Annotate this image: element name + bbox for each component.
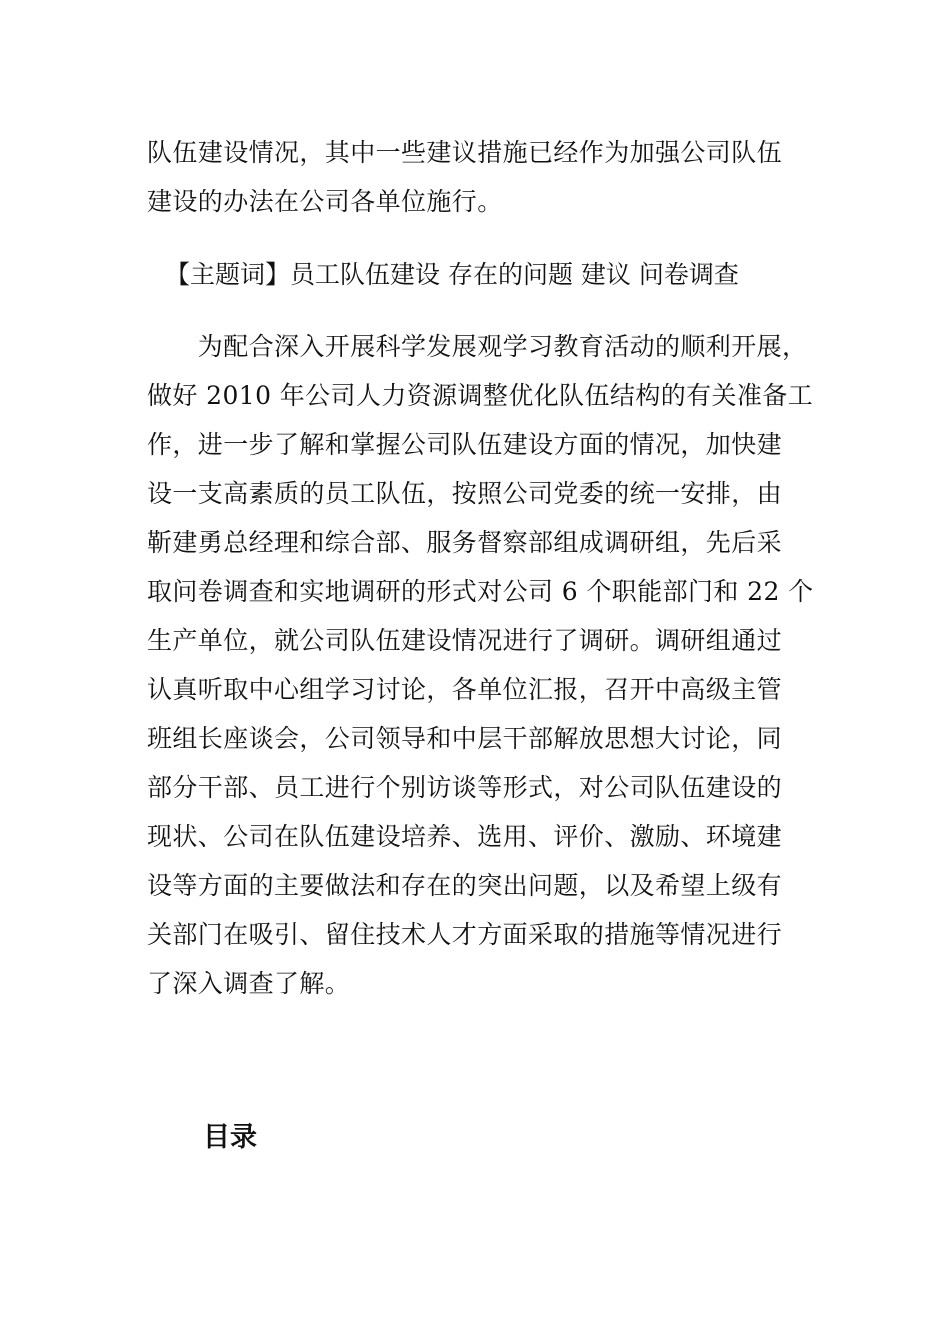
paragraph-line: 做好 2010 年公司人力资源调整优化队伍结构的有关准备工 xyxy=(147,381,814,410)
paragraph-line: 认真听取中心组学习讨论，各单位汇报，召开中高级主管 xyxy=(147,675,783,704)
keywords-line: 【主题词】员工队伍建设 存在的问题 建议 问卷调查 xyxy=(165,260,739,289)
paragraph-line: 为配合深入开展科学发展观学习教育活动的顺利开展， xyxy=(147,332,808,361)
paragraph-line: 关部门在吸引、留住技术人才方面采取的措施等情况进行 xyxy=(147,920,783,949)
abstract-line: 队伍建设情况，其中一些建议措施已经作为加强公司队伍 xyxy=(147,138,783,167)
paragraph-line: 了深入调查了解。 xyxy=(147,969,351,998)
paragraph-line: 设等方面的主要做法和存在的突出问题，以及希望上级有 xyxy=(147,871,783,900)
paragraph-line: 靳建勇总经理和综合部、服务督察部组成调研组，先后采 xyxy=(147,528,783,557)
paragraph-line: 取问卷调查和实地调研的形式对公司 6 个职能部门和 22 个 xyxy=(147,577,814,606)
abstract-line: 建设的办法在公司各单位施行。 xyxy=(147,187,503,216)
paragraph-line: 作，进一步了解和掌握公司队伍建设方面的情况，加快建 xyxy=(147,430,783,459)
toc-heading: 目录 xyxy=(203,1122,257,1153)
paragraph-line: 现状、公司在队伍建设培养、选用、评价、激励、环境建 xyxy=(147,822,783,851)
intro-paragraph xyxy=(147,322,815,1008)
abstract-continuation xyxy=(147,128,815,226)
paragraph-line: 设一支高素质的员工队伍，按照公司党委的统一安排，由 xyxy=(147,479,783,508)
paragraph-line: 班组长座谈会，公司领导和中层干部解放思想大讨论，同 xyxy=(147,724,783,753)
paragraph-line: 部分干部、员工进行个别访谈等形式，对公司队伍建设的 xyxy=(147,773,783,802)
paragraph-line: 生产单位，就公司队伍建设情况进行了调研。调研组通过 xyxy=(147,626,783,655)
